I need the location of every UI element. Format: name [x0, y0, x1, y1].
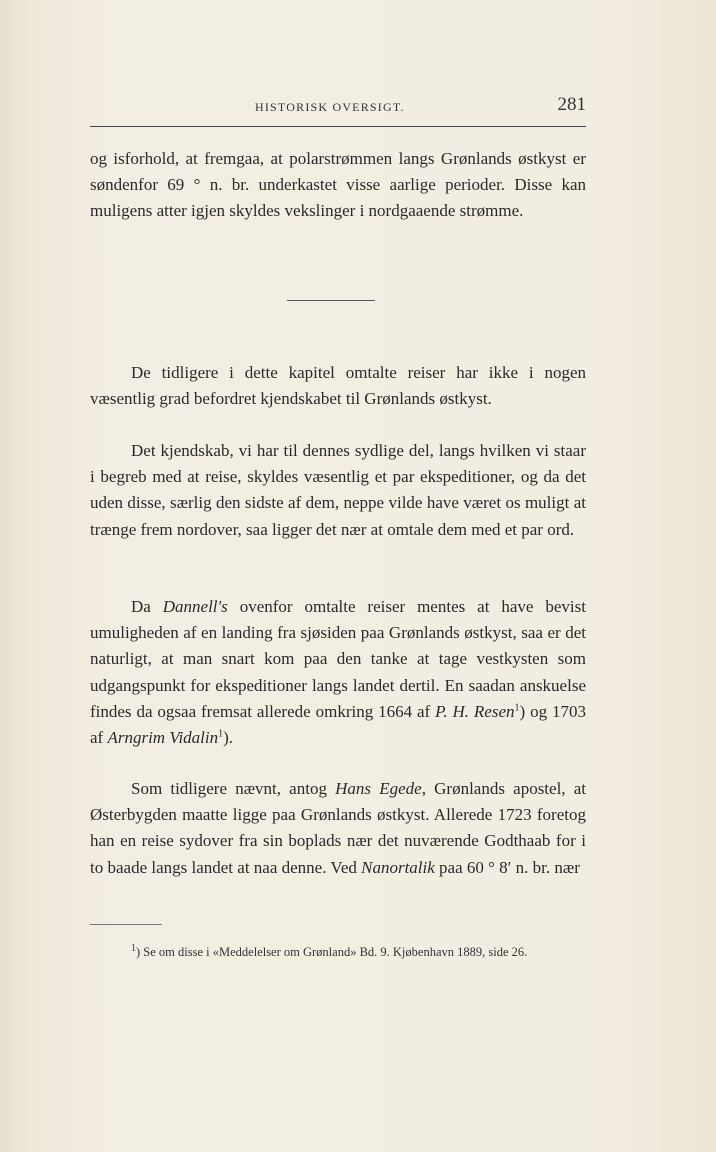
text-run: ) og 1703 af	[90, 701, 586, 748]
paragraph-dannell	[90, 594, 586, 751]
text-run: Som tidligere nævnt, antog	[131, 779, 336, 798]
footnote-ref: 1	[218, 728, 224, 740]
person-name-resen: P. H. Resen	[435, 701, 515, 721]
text-run: paa 60 ° 8′ n. br. nær	[434, 857, 580, 877]
footnote-marker: 1	[131, 942, 136, 954]
person-name-vidalin: Arngrim Vidalin	[107, 728, 219, 748]
person-name-egede: Hans Egede	[335, 779, 422, 798]
text-run: Da	[131, 597, 163, 616]
place-name-nanortalik: Nanortalik	[361, 857, 435, 877]
footnote	[90, 942, 586, 962]
person-name-dannell: Dannell's	[162, 597, 228, 616]
page-number: 281	[557, 94, 586, 115]
paragraph-intro: De tidligere i dette kapitel omtalte reiser har ikke i nogen væsentlig grad befordret kjendskabet til Grønlands østkyst.	[90, 363, 586, 409]
paragraph-polar-current: og isforhold, at fremgaa, at polarstrømmen langs Grønlands østkyst er søndenfor 69 ° n. br. underkastet visse aarlige perioder. Disse kan muligens atter igjen skyldes vekslinger i nordgaaende strømme.	[90, 149, 586, 221]
section-separator	[287, 300, 375, 301]
text-run: ovenfor omtalte reiser mentes at have bevist umuligheden af en landing fra sjøsiden paa Grønlands østkyst, saa er det naturligt, at man snart kom paa den tanke at tage vestkysten som udgangspunkt for ekspeditioner langs landet dertil. En saadan anskuelse findes da ogsaa fremsat allerede omkring 1664 af	[90, 597, 586, 721]
running-title: HISTORISK OVERSIGT.	[255, 100, 405, 114]
text-run: ).	[223, 728, 234, 748]
footnote-ref: 1	[514, 702, 520, 714]
footnote-separator	[90, 924, 162, 925]
paragraph-knowledge: Det kjendskab, vi har til dennes sydlige del, langs hvilken vi staar i begreb med at reise, skyldes væsentlig et par ekspeditioner, og da det uden disse, særlig den sidste af dem, neppe vilde have været os muligt at trænge frem nordover, saa ligger det nær at omtale dem med et par ord.	[90, 441, 586, 539]
page-header	[90, 94, 586, 127]
text-run: , Grønlands apostel, at Østerbygden maatte ligge paa Grønlands østkyst. Allerede 1723 foretog han en reise sydover fra sin boplads nær det nuværende Godthaab for i to baade langs landet at naa denne. Ved	[90, 779, 586, 877]
footnote-text: ) Se om disse i «Meddelelser om Grønland» Bd. 9. Kjøbenhavn 1889, side 26.	[136, 945, 528, 959]
paragraph-egede	[90, 776, 586, 881]
